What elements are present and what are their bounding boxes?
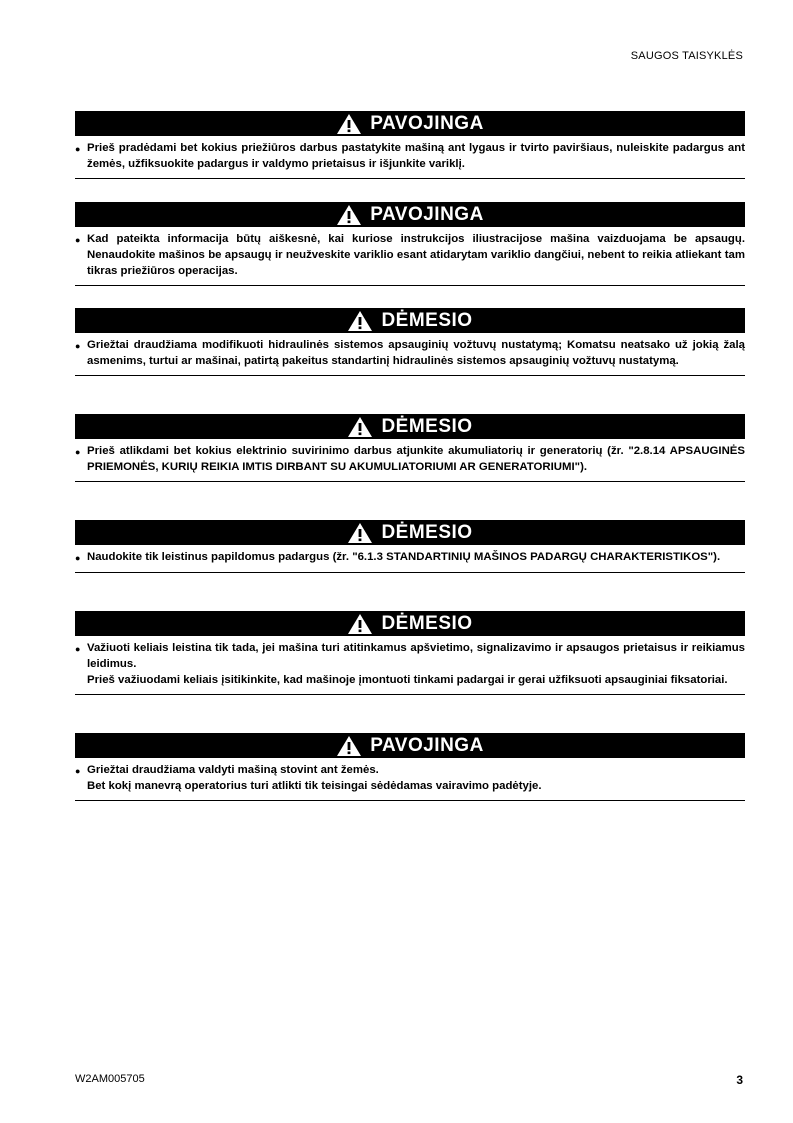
safety-notice-caution <box>75 611 745 695</box>
safety-notice-caution <box>75 308 745 376</box>
notice-paragraph: Važiuoti keliais leistina tik tada, jei mašina turi atitinkamus apšvietimo, signalizavimo ir apsaugos prietaisus ir reikiamus leidimus. <box>87 642 745 670</box>
notice-bullet-item <box>75 443 745 475</box>
safety-notice-danger <box>75 733 745 801</box>
bullet-icon: ● <box>75 235 81 245</box>
safety-notice-caution <box>75 414 745 482</box>
bullet-icon: ● <box>75 341 81 351</box>
notice-title: PAVOJINGA <box>370 735 484 756</box>
notice-title: DĖMESIO <box>381 310 473 331</box>
bullet-icon: ● <box>75 144 81 154</box>
notice-paragraph: Prieš atlikdami bet kokius elektrinio suvirinimo darbus atjunkite akumuliatorių ir generatorių (žr. "2.8.14 APSAUGINĖS PRIEMONĖS, KURIŲ REIKIA IMTIS DIRBANT SU AKUMULIATORIUMI AR GENERATORIUMI"). <box>87 445 745 473</box>
notice-title: PAVOJINGA <box>370 113 484 134</box>
notice-title: DĖMESIO <box>381 613 473 634</box>
notice-title-bar <box>75 414 745 439</box>
notice-bullet-item <box>75 549 745 566</box>
notice-title: PAVOJINGA <box>370 204 484 225</box>
notice-bullet-item <box>75 337 745 369</box>
bullet-icon: ● <box>75 644 81 654</box>
notice-paragraph: Griežtai draudžiama modifikuoti hidraulinės sistemos apsauginių vožtuvų nustatymą; Komatsu neatsako už jokią žalą asmenims, turtui ar mašinai, patirtą pakeitus standartinį hidraulinės sistemos apsauginių vožtuvų nustatymą. <box>87 339 745 367</box>
page-header-title: SAUGOS TAISYKLĖS <box>630 50 743 62</box>
bullet-icon: ● <box>75 766 81 776</box>
notice-bullet-item <box>75 762 745 794</box>
safety-notice-danger <box>75 111 745 179</box>
bullet-icon: ● <box>75 553 81 563</box>
notice-paragraph: Prieš pradėdami bet kokius priežiūros darbus pastatykite mašiną ant lygaus ir tvirto paviršiaus, nuleiskite padargus ant žemės, užfiksuokite padargus ir valdymo prietaisus ir išjunkite variklį. <box>87 142 745 170</box>
notice-title-bar <box>75 611 745 636</box>
notice-paragraph: Kad pateikta informacija būtų aiškesnė, kai kuriose instrukcijos iliustracijose mašina vaizduojama be apsaugų. Nenaudokite mašinos be apsaugų ir neužveskite variklio esant atidarytam variklio dangčiui, nebent to reikia atliekant tam tikras priežiūros operacijas. <box>87 233 745 277</box>
notice-bullet-item <box>75 231 745 279</box>
warning-triangle-icon <box>347 416 373 438</box>
warning-triangle-icon <box>336 735 362 757</box>
notice-title: DĖMESIO <box>381 522 473 543</box>
warning-triangle-icon <box>336 113 362 135</box>
notice-title-bar <box>75 308 745 333</box>
document-code: W2AM005705 <box>75 1073 145 1085</box>
safety-notice-danger <box>75 202 745 286</box>
notice-paragraph: Prieš važiuodami keliais įsitikinkite, kad mašinoje įmontuoti tinkami padargai ir gerai užfiksuoti apsauginiai fiksatoriai. <box>87 674 728 686</box>
notice-title-bar <box>75 733 745 758</box>
notice-title-bar <box>75 111 745 136</box>
safety-notice-caution <box>75 520 745 573</box>
warning-triangle-icon <box>347 522 373 544</box>
notice-title: DĖMESIO <box>381 416 473 437</box>
notice-title-bar <box>75 520 745 545</box>
warning-triangle-icon <box>336 204 362 226</box>
notice-paragraph: Bet kokį manevrą operatorius turi atlikti tik teisingai sėdėdamas vairavimo padėtyje. <box>87 780 542 792</box>
notice-bullet-item <box>75 140 745 172</box>
warning-triangle-icon <box>347 310 373 332</box>
notice-bullet-item <box>75 640 745 688</box>
page-number: 3 <box>736 1073 743 1087</box>
notice-title-bar <box>75 202 745 227</box>
bullet-icon: ● <box>75 447 81 457</box>
notice-paragraph: Naudokite tik leistinus papildomus padargus (žr. "6.1.3 STANDARTINIŲ MAŠINOS PADARGŲ CHARAKTERISTIKOS"). <box>87 551 721 563</box>
notice-paragraph: Griežtai draudžiama valdyti mašiną stovint ant žemės. <box>87 764 379 776</box>
warning-triangle-icon <box>347 613 373 635</box>
